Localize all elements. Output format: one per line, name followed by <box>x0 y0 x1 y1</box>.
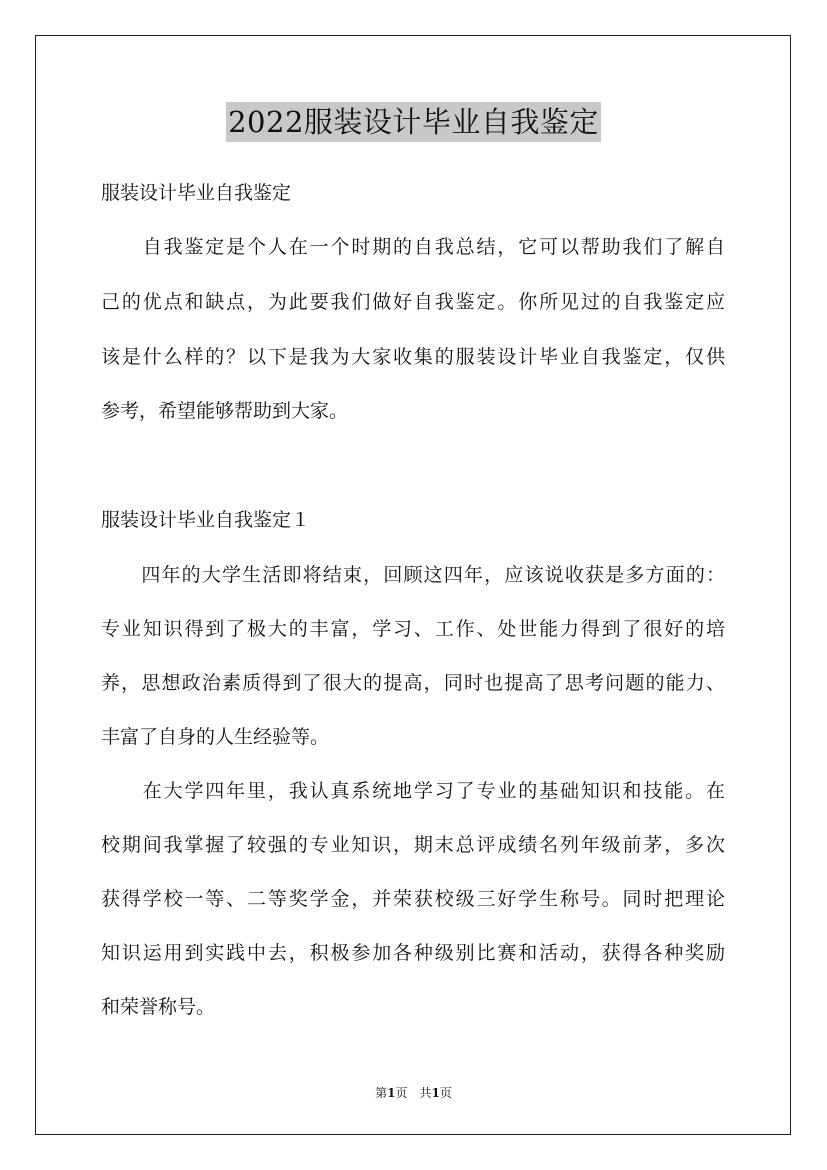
para-1-line-4: 丰富了自身的人生经验等。 <box>101 726 330 748</box>
intro-line-2: 己的优点和缺点，为此要我们做好自我鉴定。你所见过的自我鉴定应 <box>101 291 725 313</box>
subheading: 服装设计毕业自我鉴定 <box>101 182 292 204</box>
footer-total-pages: 1 <box>431 1086 440 1100</box>
intro-line-4: 参考，希望能够帮助到大家。 <box>101 400 349 422</box>
para-1-line-3: 养，思想政治素质得到了很大的提高，同时也提高了思考问题的能力、 <box>101 672 725 694</box>
para-2-line-1: 在大学四年里，我认真系统地学习了专业的基础知识和技能。在 <box>101 780 725 802</box>
document-title: 2022服装设计毕业自我鉴定 <box>226 102 601 142</box>
footer-page-suffix: 页 共 <box>395 1086 432 1100</box>
page-footer <box>0 1085 827 1101</box>
para-2-line-2: 校期间我掌握了较强的专业知识，期末总评成绩名列年级前茅，多次 <box>101 834 725 856</box>
para-2-line-3: 获得学校一等、二等奖学金，并荣获校级三好学生称号。同时把理论 <box>101 888 725 910</box>
para-1-line-1: 四年的大学生活即将结束，回顾这四年，应该说收获是多方面的： <box>101 564 725 586</box>
footer-prefix: 第 <box>375 1086 388 1100</box>
title-container <box>0 102 827 142</box>
intro-line-3: 该是什么样的？以下是我为大家收集的服装设计毕业自我鉴定，仅供 <box>101 346 725 368</box>
section-1-heading: 服装设计毕业自我鉴定１ <box>101 509 311 531</box>
footer-page-number: 1 <box>387 1086 396 1100</box>
footer-total-suffix: 页 <box>439 1086 452 1100</box>
intro-line-1: 自我鉴定是个人在一个时期的自我总结，它可以帮助我们了解自 <box>101 236 725 258</box>
para-2-line-4: 知识运用到实践中去，积极参加各种级别比赛和活动，获得各种奖励 <box>101 942 725 964</box>
para-2-line-5: 和荣誉称号。 <box>101 996 216 1018</box>
para-1-line-2: 专业知识得到了极大的丰富，学习、工作、处世能力得到了很好的培 <box>101 618 725 640</box>
